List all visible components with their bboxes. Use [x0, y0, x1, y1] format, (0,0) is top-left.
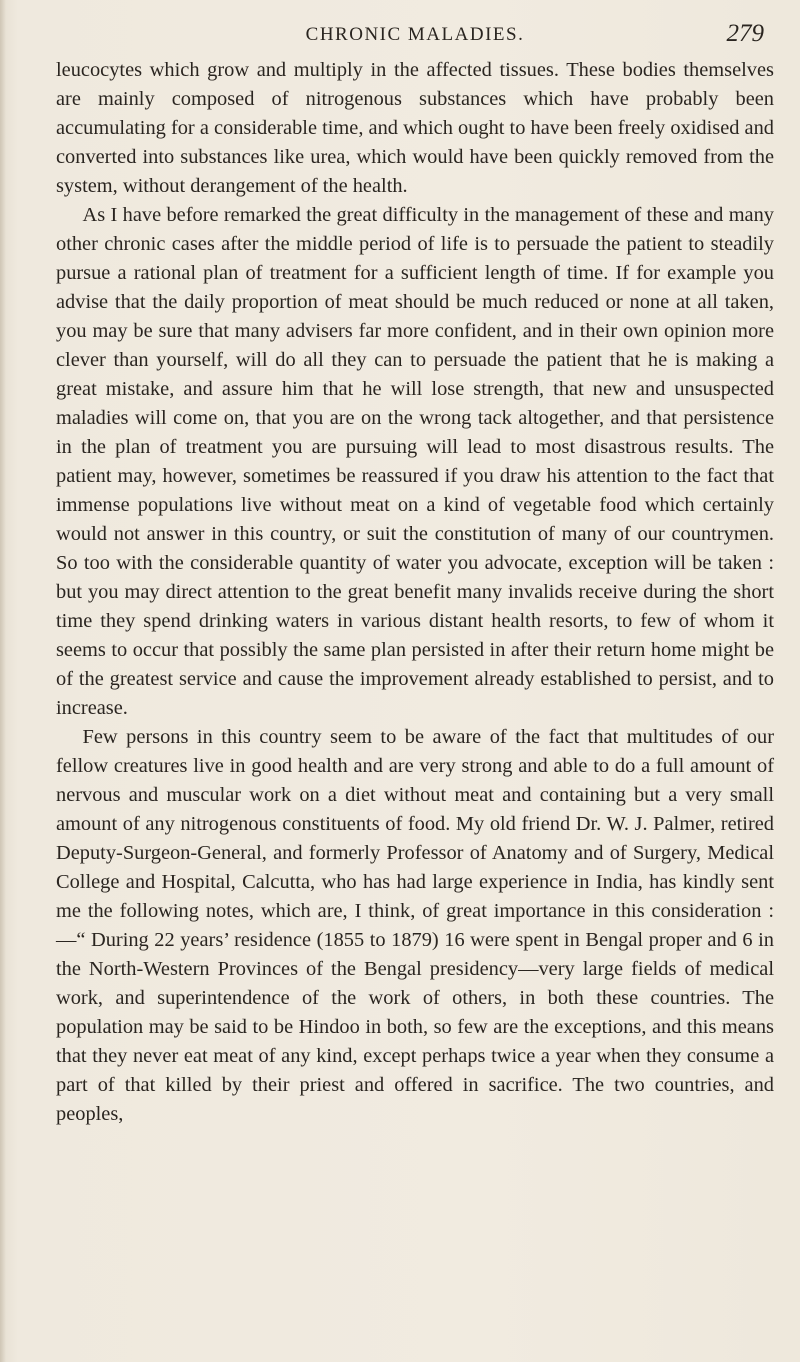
spine-shadow [0, 0, 6, 1362]
page-number: 279 [726, 20, 764, 47]
paragraph-2: As I have before remarked the great difficulty in the management of these and many other chronic cases after the middle period of life is to persuade the patient to steadily pursue a rational plan of treatment for a sufficient length of time. If for example you advise that the daily proportion of meat should be much reduced or none at all taken, you may be sure that many advisers far more confident, and in their own opinion more clever than yourself, will do all they can to persuade the patient that he is making a great mistake, and assure him that he will lose strength, that new and unsuspected maladies will come on, that you are on the wrong tack altogether, and that persistence in the plan of treatment you are pursuing will lead to most disastrous results. The patient may, however, sometimes be reassured if you draw his attention to the fact that immense populations live without meat on a kind of vegetable food which certainly would not answer in this country, or suit the constitution of many of our countrymen. So too with the considerable quantity of water you advocate, exception will be taken : but you may direct attention to the great benefit many invalids receive during the short time they spend drinking waters in various distant health resorts, to few of whom it seems to occur that possibly the same plan persisted in after their return home might be of the greatest service and cause the improvement already established to persist, and to increase. [56, 204, 774, 719]
paragraph-3: Few persons in this country seem to be aware of the fact that multitudes of our fellow creatures live in good health and are very strong and able to do a full amount of nervous and muscular work on a diet without meat and containing but a very small amount of any nitrogenous constituents of food. My old friend Dr. W. J. Palmer, retired Deputy-Surgeon-General, and formerly Professor of Anatomy and of Surgery, Medical College and Hospital, Calcutta, who has had large experience in India, has kindly sent me the following notes, which are, I think, of great importance in this consideration :—“ During 22 years’ residence (1855 to 1879) 16 were spent in Bengal proper and 6 in the North-Western Provinces of the Bengal presidency—very large fields of medical work, and superintendence of the work of others, in both these countries. The population may be said to be Hindoo in both, so few are the exceptions, and this means that they never eat meat of any kind, except perhaps twice a year when they consume a part of that killed by their priest and offered in sacrifice. The two countries, and peoples, [56, 726, 774, 1125]
running-head [56, 20, 774, 50]
paragraph-1: leucocytes which grow and multiply in the affected tissues. These bodies themselves are mainly composed of nitrogenous substances which have probably been accumulating for a considerable time, and which ought to have been freely oxidised and converted into substances like urea, which would have been quickly removed from the system, without derangement of the health. [56, 59, 774, 197]
body-text [56, 56, 774, 1129]
running-title: CHRONIC MALADIES. [305, 24, 525, 45]
